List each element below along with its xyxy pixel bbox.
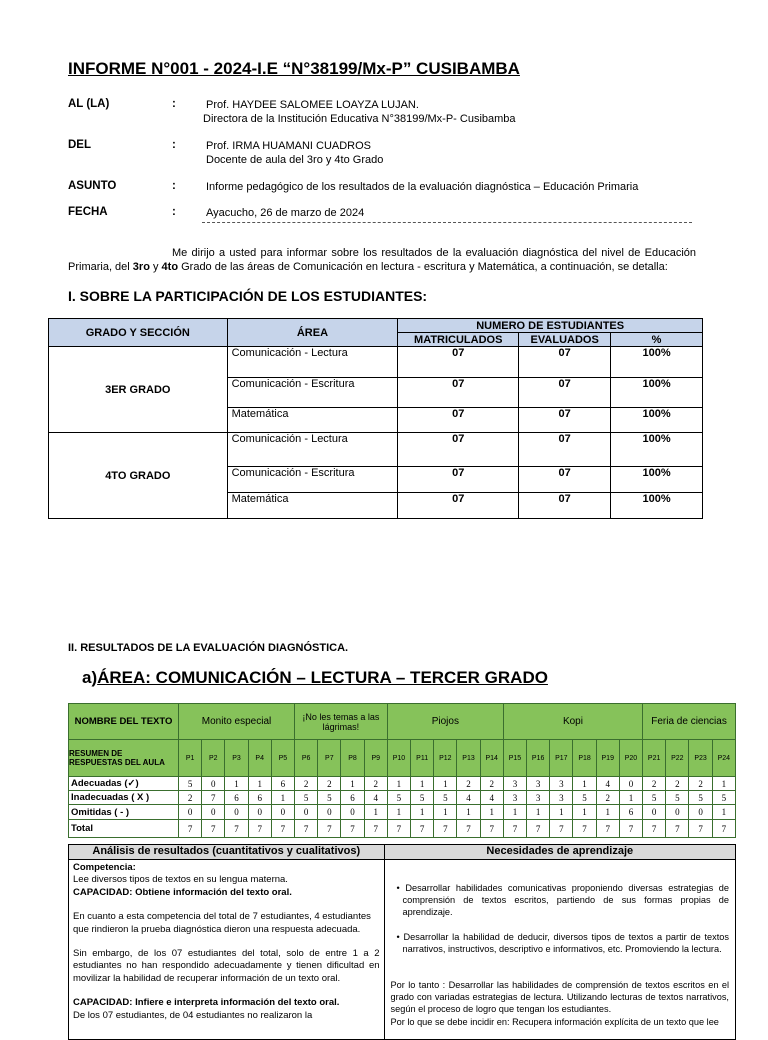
- result-cell: 7: [179, 820, 202, 838]
- text-name-header: NOMBRE DEL TEXTO: [69, 704, 179, 740]
- subject-label: ASUNTO: [68, 180, 117, 192]
- from-value: [206, 139, 383, 167]
- evaluated-cell: 07: [519, 467, 611, 493]
- result-cell: 7: [503, 820, 526, 838]
- result-cell: 2: [480, 777, 503, 791]
- row-label: Total: [69, 820, 179, 838]
- evaluated-cell: 07: [519, 408, 611, 433]
- result-cell: 7: [643, 820, 666, 838]
- from-colon: :: [172, 139, 176, 151]
- question-header: P13: [457, 740, 480, 777]
- header-evaluated: EVALUADOS: [519, 333, 611, 347]
- participation-table: [48, 318, 703, 519]
- date-label: FECHA: [68, 206, 108, 218]
- text-name: Piojos: [387, 704, 503, 740]
- result-cell: 1: [387, 805, 410, 820]
- result-cell: 1: [271, 791, 294, 805]
- analysis-content: [69, 860, 385, 1040]
- result-cell: 1: [411, 805, 434, 820]
- result-cell: 1: [434, 805, 457, 820]
- to-role: Directora de la Institución Educativa N°38199/Mx-P- Cusibamba: [203, 113, 516, 125]
- analysis-table: [68, 844, 736, 1040]
- result-cell: 4: [480, 791, 503, 805]
- divider: [202, 222, 692, 223]
- question-header: P17: [550, 740, 573, 777]
- pct-cell: 100%: [611, 493, 703, 519]
- enrolled-cell: 07: [398, 378, 519, 408]
- result-cell: 1: [225, 777, 248, 791]
- result-cell: 0: [643, 805, 666, 820]
- pct-cell: 100%: [611, 467, 703, 493]
- competencia-label: Competencia:: [73, 862, 136, 873]
- result-cell: 1: [387, 777, 410, 791]
- question-header: P24: [712, 740, 735, 777]
- result-cell: 1: [550, 805, 573, 820]
- result-cell: 0: [225, 805, 248, 820]
- result-cell: 7: [550, 820, 573, 838]
- result-cell: 7: [318, 820, 341, 838]
- result-cell: 1: [527, 805, 550, 820]
- result-cell: 7: [573, 820, 596, 838]
- summary-header: RESUMEN DE RESPUESTAS DEL AULA: [69, 740, 179, 777]
- row-label: Adecuadas (✓): [69, 777, 179, 791]
- question-header: P3: [225, 740, 248, 777]
- question-header: P5: [271, 740, 294, 777]
- result-cell: 6: [225, 791, 248, 805]
- result-cell: 5: [179, 777, 202, 791]
- results-row: [69, 791, 736, 805]
- date-colon: :: [172, 206, 176, 218]
- subject-colon: :: [172, 180, 176, 192]
- area-cell: Comunicación - Lectura: [227, 347, 398, 378]
- pct-cell: 100%: [611, 378, 703, 408]
- result-cell: 1: [619, 791, 642, 805]
- result-cell: 7: [202, 791, 225, 805]
- result-cell: 1: [434, 777, 457, 791]
- result-cell: 1: [712, 805, 735, 820]
- area-cell: Matemática: [227, 493, 398, 519]
- section-1-title: I. SOBRE LA PARTICIPACIÓN DE LOS ESTUDIANTES:: [68, 288, 428, 304]
- area-cell: Comunicación - Escritura: [227, 378, 398, 408]
- result-cell: 2: [318, 777, 341, 791]
- question-header: P12: [434, 740, 457, 777]
- result-cell: 1: [480, 805, 503, 820]
- enrolled-cell: 07: [398, 433, 519, 467]
- result-cell: 5: [573, 791, 596, 805]
- needs-paragraph: Por lo tanto : Desarrollar las habilidades de comprensión de textos escritos en el grado con variadas estrategias de lectura. Utilizando lecturas de textos narrativos, según el proceso de logro que tengan los estudiantes.: [390, 980, 729, 1015]
- question-header: P4: [248, 740, 271, 777]
- result-cell: 1: [573, 805, 596, 820]
- header-students: NUMERO DE ESTUDIANTES: [398, 319, 703, 333]
- result-cell: 7: [387, 820, 410, 838]
- result-cell: 7: [666, 820, 689, 838]
- question-header: P23: [689, 740, 712, 777]
- result-cell: 3: [503, 791, 526, 805]
- result-cell: 3: [503, 777, 526, 791]
- result-cell: 1: [248, 777, 271, 791]
- text-name: ¡No les temas a las lágrimas!: [295, 704, 388, 740]
- section-2-title: II. RESULTADOS DE LA EVALUACIÓN DIAGNÓSTICA.: [68, 642, 349, 654]
- result-cell: 6: [271, 777, 294, 791]
- text-name: Monito especial: [179, 704, 295, 740]
- result-cell: 2: [643, 777, 666, 791]
- results-table: [68, 703, 736, 838]
- question-header: P1: [179, 740, 202, 777]
- need-bullet: • Desarrollar habilidades comunicativas proponiendo diversas estrategias de comprensión de textos escritos, partiendo de sus formas propias de aprendizaje.: [396, 883, 729, 918]
- result-cell: 7: [364, 820, 387, 838]
- result-cell: 1: [457, 805, 480, 820]
- area-subtitle: a)ÁREA: COMUNICACIÓN – LECTURA – TERCER GRADO: [82, 668, 548, 687]
- question-header: P19: [596, 740, 619, 777]
- results-row: [69, 777, 736, 791]
- result-cell: 4: [364, 791, 387, 805]
- result-cell: 1: [411, 777, 434, 791]
- result-cell: 2: [295, 777, 318, 791]
- result-cell: 7: [225, 820, 248, 838]
- area-cell: Comunicación - Lectura: [227, 433, 398, 467]
- header-area: ÁREA: [227, 319, 398, 347]
- table-row: [49, 347, 703, 378]
- question-header: P6: [295, 740, 318, 777]
- result-cell: 3: [550, 777, 573, 791]
- result-cell: 5: [689, 791, 712, 805]
- results-row: [69, 805, 736, 820]
- result-cell: 2: [689, 777, 712, 791]
- question-header: P2: [202, 740, 225, 777]
- date-value: Ayacucho, 26 de marzo de 2024: [206, 207, 365, 219]
- evaluated-cell: 07: [519, 347, 611, 378]
- result-cell: 0: [202, 777, 225, 791]
- to-name: Prof. HAYDEE SALOMEE LOAYZA LUJAN.: [206, 99, 419, 111]
- result-cell: 7: [341, 820, 364, 838]
- result-cell: 7: [689, 820, 712, 838]
- question-header: P11: [411, 740, 434, 777]
- from-role: Docente de aula del 3ro y 4to Grado: [206, 154, 384, 166]
- enrolled-cell: 07: [398, 467, 519, 493]
- result-cell: 0: [295, 805, 318, 820]
- question-header: P10: [387, 740, 410, 777]
- area-cell: Comunicación - Escritura: [227, 467, 398, 493]
- report-title: INFORME N°001 - 2024-I.E “N°38199/Mx-P” CUSIBAMBA: [68, 59, 520, 78]
- result-cell: 2: [666, 777, 689, 791]
- result-cell: 0: [318, 805, 341, 820]
- result-cell: 2: [457, 777, 480, 791]
- result-cell: 1: [573, 777, 596, 791]
- question-header: P8: [341, 740, 364, 777]
- result-cell: 2: [596, 791, 619, 805]
- needs-paragraph: Por lo que se debe incidir en: Recupera información explícita de un texto que lee: [390, 1016, 719, 1027]
- enrolled-cell: 07: [398, 408, 519, 433]
- text-name: Kopi: [503, 704, 642, 740]
- result-cell: 1: [341, 777, 364, 791]
- result-cell: 7: [480, 820, 503, 838]
- result-cell: 5: [318, 791, 341, 805]
- result-cell: 7: [596, 820, 619, 838]
- evaluated-cell: 07: [519, 378, 611, 408]
- result-cell: 7: [202, 820, 225, 838]
- analysis-paragraph: Sin embargo, de los 07 estudiantes del total, solo de entre 1 a 2 estudiantes no han respondido adecuadamente y tienen dificultad en movilizar la habilidad de recuperar información de un texto oral.: [73, 948, 380, 984]
- need-bullet: • Desarrollar la habilidad de deducir, diversos tipos de textos a partir de textos narrativos, instructivos, descriptivo e informativos, etc. Promoviendo la lectura.: [396, 931, 729, 954]
- results-row: [69, 820, 736, 838]
- row-label: Omitidas ( - ): [69, 805, 179, 820]
- result-cell: 0: [619, 777, 642, 791]
- result-cell: 4: [596, 777, 619, 791]
- result-cell: 1: [364, 805, 387, 820]
- capacity-1: CAPACIDAD: Obtiene información del texto oral.: [73, 886, 292, 898]
- result-cell: 3: [527, 777, 550, 791]
- result-cell: 7: [712, 820, 735, 838]
- result-cell: 5: [387, 791, 410, 805]
- needs-header: Necesidades de aprendizaje: [384, 845, 735, 860]
- result-cell: 0: [666, 805, 689, 820]
- from-name: Prof. IRMA HUAMANI CUADROS: [206, 140, 372, 152]
- analysis-header: Análisis de resultados (cuantitativos y cualitativos): [69, 845, 385, 860]
- result-cell: 6: [341, 791, 364, 805]
- question-header: P9: [364, 740, 387, 777]
- pct-cell: 100%: [611, 408, 703, 433]
- pct-cell: 100%: [611, 433, 703, 467]
- competencia-text: Lee diversos tipos de textos en su lengua materna.: [73, 874, 288, 886]
- result-cell: 7: [434, 820, 457, 838]
- question-header: P15: [503, 740, 526, 777]
- result-cell: 3: [527, 791, 550, 805]
- result-cell: 4: [457, 791, 480, 805]
- result-cell: 7: [248, 820, 271, 838]
- intro-paragraph: Me dirijo a usted para informar sobre los resultados de la evaluación diagnóstica del nivel de Educación Primaria, del 3ro y 4to Grado de las áreas de Comunicación en lectura - escritura y Matemática, a continuación, se detalla:: [68, 247, 696, 273]
- pct-cell: 100%: [611, 347, 703, 378]
- grade-cell: 4TO GRADO: [49, 433, 228, 519]
- table-row: [49, 433, 703, 467]
- result-cell: 1: [596, 805, 619, 820]
- result-cell: 0: [271, 805, 294, 820]
- capacity-2: CAPACIDAD: Infiere e interpreta información del texto oral.: [73, 997, 340, 1009]
- result-cell: 0: [202, 805, 225, 820]
- to-label: AL (LA): [68, 98, 110, 110]
- result-cell: 3: [550, 791, 573, 805]
- enrolled-cell: 07: [398, 493, 519, 519]
- result-cell: 7: [619, 820, 642, 838]
- header-grade: GRADO Y SECCIÓN: [49, 319, 228, 347]
- enrolled-cell: 07: [398, 347, 519, 378]
- result-cell: 2: [364, 777, 387, 791]
- result-cell: 7: [271, 820, 294, 838]
- result-cell: 5: [411, 791, 434, 805]
- result-cell: 0: [248, 805, 271, 820]
- evaluated-cell: 07: [519, 493, 611, 519]
- question-header: P7: [318, 740, 341, 777]
- result-cell: 7: [527, 820, 550, 838]
- to-colon: :: [172, 98, 176, 110]
- result-cell: 5: [643, 791, 666, 805]
- question-header: P18: [573, 740, 596, 777]
- result-cell: 5: [295, 791, 318, 805]
- header-pct: %: [611, 333, 703, 347]
- row-label: Inadecuadas ( X ): [69, 791, 179, 805]
- result-cell: 5: [434, 791, 457, 805]
- needs-content: [384, 860, 735, 1040]
- result-cell: 7: [411, 820, 434, 838]
- result-cell: 0: [179, 805, 202, 820]
- result-cell: 5: [712, 791, 735, 805]
- from-label: DEL: [68, 139, 91, 151]
- to-value: [203, 98, 516, 126]
- question-header: P14: [480, 740, 503, 777]
- result-cell: 6: [619, 805, 642, 820]
- header-enrolled: MATRICULADOS: [398, 333, 519, 347]
- analysis-paragraph: De los 07 estudiantes, de 04 estudiantes no realizaron la: [73, 1009, 313, 1021]
- result-cell: 0: [341, 805, 364, 820]
- question-header: P20: [619, 740, 642, 777]
- result-cell: 7: [295, 820, 318, 838]
- result-cell: 0: [689, 805, 712, 820]
- subject-value: Informe pedagógico de los resultados de la evaluación diagnóstica – Educación Primaria: [206, 181, 639, 193]
- result-cell: 2: [179, 791, 202, 805]
- result-cell: 7: [457, 820, 480, 838]
- result-cell: 1: [503, 805, 526, 820]
- evaluated-cell: 07: [519, 433, 611, 467]
- result-cell: 6: [248, 791, 271, 805]
- text-name: Feria de ciencias: [643, 704, 736, 740]
- result-cell: 1: [712, 777, 735, 791]
- question-header: P21: [643, 740, 666, 777]
- result-cell: 5: [666, 791, 689, 805]
- analysis-paragraph: En cuanto a esta competencia del total de 7 estudiantes, 4 estudiantes que rindieron la prueba diagnóstica dieron una respuesta adecuada.: [73, 911, 371, 935]
- area-cell: Matemática: [227, 408, 398, 433]
- question-header: P22: [666, 740, 689, 777]
- grade-cell: 3ER GRADO: [49, 347, 228, 433]
- question-header: P16: [527, 740, 550, 777]
